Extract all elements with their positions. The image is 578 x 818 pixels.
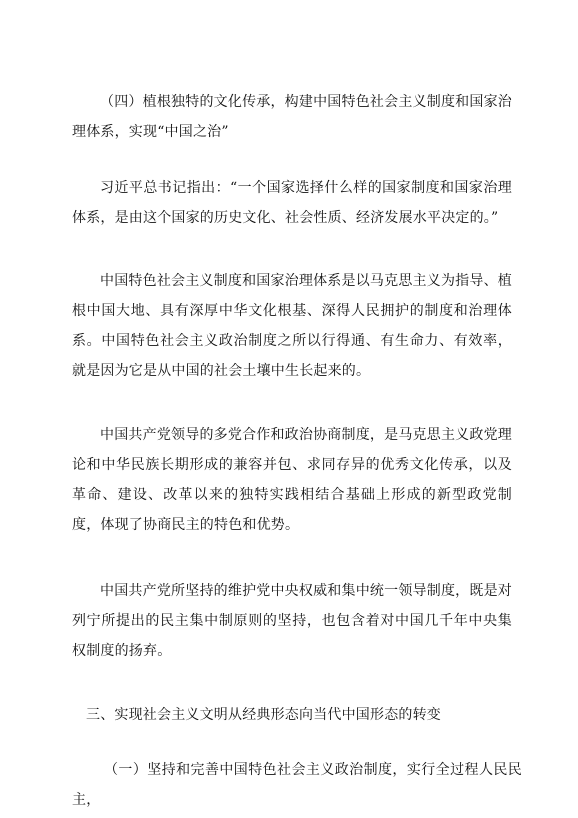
section-heading-1: （一）坚持和完善中国特色社会主义政治制度，实行全过程人民民主，	[72, 762, 522, 808]
body-paragraph-central-leadership: 中国共产党所坚持的维护党中央权威和集中统一领导制度，既是对列宁所提出的民主集中制原则的坚持，也包含着对中国几千年中央集权制度的扬弃。	[72, 583, 512, 659]
body-paragraph-system: 中国特色社会主义制度和国家治理体系是以马克思主义为指导、植根中国大地、具有深厚中华文化根基、深得人民拥护的制度和治理体系。中国特色社会主义政治制度之所以行得通、有生命力、有效率，就是因为它是从中国的社会土壤中生长起来的。	[72, 273, 512, 379]
quote-paragraph: 习近平总书记指出：“一个国家选择什么样的国家制度和国家治理体系，是由这个国家的历史文化、社会性质、经济发展水平决定的。”	[72, 180, 512, 226]
chapter-heading-3: 三、实现社会主义文明从经典形态向当代中国形态的转变	[86, 707, 441, 723]
body-paragraph-party-cooperation: 中国共产党领导的多党合作和政治协商制度，是马克思主义政党理论和中华民族长期形成的兼容并包、求同存异的优秀文化传承，以及革命、建设、改革以来的独特实践相结合基础上形成的新型政党制度，体现了协商民主的特色和优势。	[72, 427, 512, 533]
section-heading-4: （四）植根独特的文化传承，构建中国特色社会主义制度和国家治理体系，实现“中国之治”	[72, 94, 512, 140]
